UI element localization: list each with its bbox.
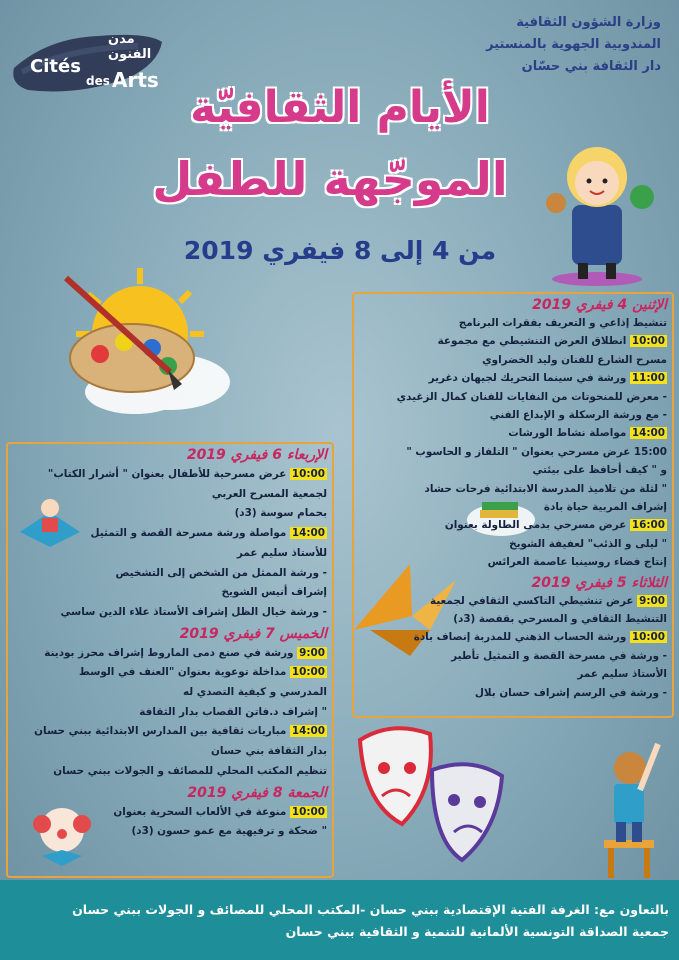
time-label: 9:00 — [299, 646, 325, 659]
theatre-masks-icon — [352, 720, 512, 870]
program-line: المدرسي و كيفية التصدي له — [182, 686, 327, 698]
program-line: " إشراف د.فاتن القصاب بدار الثقافة — [139, 705, 327, 718]
program-text: مباريات ثقافية بين المدارس الابتدائية ببني حسان — [34, 725, 290, 738]
program-line — [508, 427, 667, 439]
program-text: منوعة في الألعاب السحرية بعنوان — [113, 805, 290, 818]
program-line: - معرض للمنحوتات من النفايات للفنان كمال الزغيدي — [396, 390, 667, 403]
footer-line: جمعية الصداقة التونسية الألمانية للتنمية و الثقافية ببني حسان — [285, 924, 669, 939]
program-text: عرض تنشيطي التاكسي الثقافي لجمعية — [430, 594, 638, 607]
program-line — [113, 806, 327, 818]
day-heading: الإثنين 4 فيفري 2019 — [532, 297, 667, 313]
program-line — [34, 725, 327, 737]
time-label: 16:00 — [631, 519, 665, 532]
time-label: 10:00 — [291, 468, 325, 480]
program-line — [429, 372, 667, 384]
program-line: مسرح الشارع للفنان وليد الخضراوي — [482, 353, 667, 366]
title-line-1: الأيام الثقافيّة — [190, 82, 490, 133]
program-line: - ورشة خيال الظل إشراف الأستاذ علاء الدين ساسي — [60, 605, 327, 618]
program-line: لجمعية المسرح العربي — [211, 487, 327, 500]
ministry-line: دار الثقافة بني حسّان — [521, 59, 661, 74]
program-text: انطلاق العرض التنشيطي مع مجموعة — [437, 335, 630, 348]
ministry-line: وزارة الشؤون الثقافية — [516, 15, 661, 30]
girl-puppets-icon — [542, 125, 662, 290]
program-line: تنشيط إذاعي و التعريف بفقرات البرنامج — [458, 317, 667, 329]
program-line — [44, 647, 327, 659]
program-line — [48, 468, 327, 480]
program-text: مواصلة نشاط الورشات — [508, 427, 630, 440]
logo-arts: Arts — [112, 68, 159, 92]
program-text: ورشة الحساب الذهني للمدربة إنصاف بادة — [413, 631, 630, 644]
time-label: 10:00 — [631, 335, 665, 348]
program-line: - ورشة في مسرحة القصة و التمثيل تأطير — [451, 649, 667, 662]
day-heading: الجمعة 8 فيفري 2019 — [187, 784, 327, 801]
program-line: تنظيم المكتب المحلي للمصائف و الجولات ببني حسان — [53, 764, 327, 777]
program-line — [430, 595, 667, 607]
program-line: الأستاذ سليم عمر — [577, 668, 667, 681]
day-heading: الخميس 7 فيفري 2019 — [179, 625, 327, 642]
program-line: إنتاج فضاء روسينبا عاصمة العرائس — [487, 556, 667, 569]
time-label: 10:00 — [631, 631, 665, 644]
program-line: " لثلة من تلاميذ المدرسة الابتدائية فرحات حشاد — [424, 482, 667, 495]
program-line: - ورشة في الرسم إشراف حسان بلال — [474, 686, 667, 699]
logo-des: des — [86, 74, 110, 88]
program-line: " ليلى و الذئب" لعفيفة الشويخ — [509, 537, 667, 550]
program-line — [414, 631, 667, 643]
sun-palette-icon — [40, 262, 230, 432]
footer-line: بالتعاون مع: الغرفة الفتية الإقتصادية ببني حسان -المكتب المحلي للمصائف و الجولات ببني حسان — [72, 902, 669, 917]
program-line: بحمام سوسة (3د) — [234, 507, 327, 520]
time-label: 10:00 — [291, 666, 325, 679]
program-line: بدار الثقافة بني حسان — [211, 745, 327, 758]
program-text: مواصلة ورشة مسرحة القصة و التمثيل — [90, 527, 290, 540]
time-label: 14:00 — [291, 527, 325, 540]
event-dates: من 4 إلى 8 فيفري 2019 — [183, 236, 497, 265]
program-text: عرض مسرحية للأطفال بعنوان " أشرار الكتاب" — [47, 468, 290, 480]
ministry-line: المندوبية الجهوية بالمنستير — [486, 37, 661, 52]
logo-arabic: مدن الفنون — [108, 32, 152, 62]
time-label: 11:00 — [631, 372, 665, 385]
ministry-block — [461, 12, 661, 78]
program-line: و " كيف أحافظ على بيئتي — [532, 464, 667, 477]
time-label: 10:00 — [291, 805, 325, 818]
program-line: " ضحكة و ترفيهية مع عمو حسون (3د) — [131, 825, 327, 838]
program-text: ورشة في سينما التحريك لجيهان دغرير — [428, 372, 630, 385]
time-label: 9:00 — [639, 594, 665, 607]
day-heading: الثلاثاء 5 فيفري 2019 — [531, 574, 667, 591]
program-text: مداخلة توعوية بعنوان "العنف في الوسط — [79, 666, 290, 679]
cites-des-arts-logo — [8, 18, 168, 98]
program-line: إشراف أنيس الشويخ — [221, 586, 327, 599]
program-text: ورشة في صنع دمى الماروط إشراف محرز بودينة — [44, 646, 298, 659]
footer-partners — [0, 880, 679, 960]
painting-boy-icon — [590, 720, 670, 880]
program-line: - ورشة الممثل من الشخص إلى التشخيص — [115, 566, 327, 579]
program-line — [445, 519, 667, 531]
logo-cites: Cités — [30, 56, 81, 77]
program-line: - مع ورشة الرسكلة و الإبداع الفني — [489, 409, 667, 421]
day-heading: الإربعاء 6 فيفري 2019 — [186, 447, 327, 463]
program-line: للأستاذ سليم عمر — [236, 546, 327, 559]
program-text: عرض مسرحي بدمى الطاولة بعنوان — [444, 519, 630, 532]
time-label: 14:00 — [291, 725, 325, 738]
program-line — [91, 527, 327, 539]
program-line: إشراف المربية حياة بادة — [543, 501, 667, 513]
program-line: التنشيط الثقافي و المسرحي بقفصة (3د) — [453, 613, 667, 625]
program-line: 15:00 عرض مسرحي بعنوان " التلفاز و الحاسوب " — [406, 445, 667, 458]
program-line — [79, 666, 327, 678]
title-line-2: الموجّهة للطفل — [152, 152, 508, 206]
program-line — [438, 335, 667, 347]
time-label: 14:00 — [631, 427, 665, 440]
